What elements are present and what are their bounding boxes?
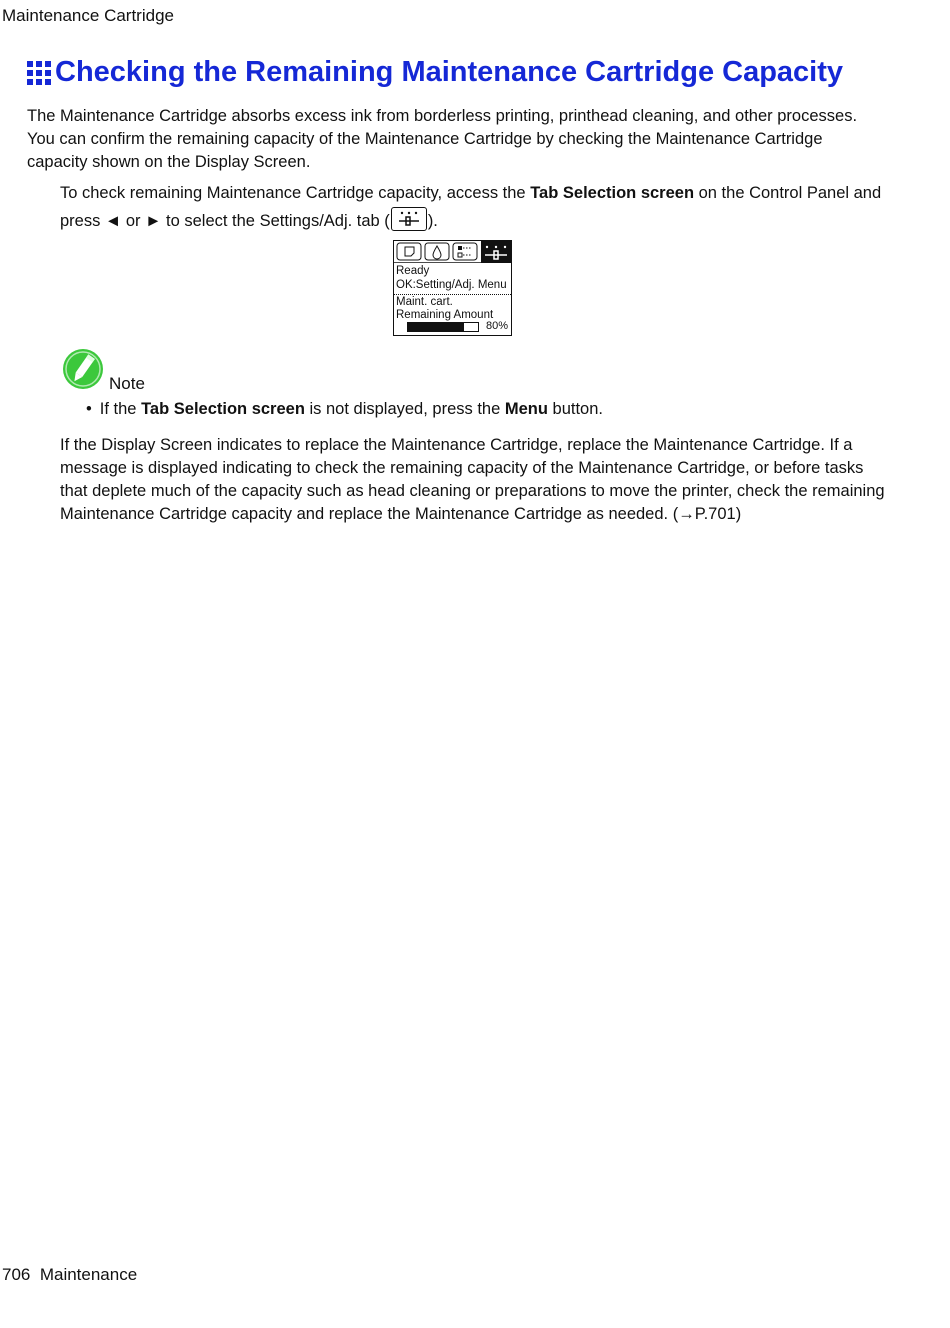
display-screen-illustration — [393, 240, 512, 336]
note-text-mid: is not displayed, press the — [304, 400, 505, 418]
note-bullet-item — [86, 398, 603, 421]
lcd-maint-cart-line: Maint. cart. — [396, 296, 453, 308]
tab-selection-screen-term: Tab Selection screen — [530, 184, 695, 202]
note-text-pre: If the — [99, 400, 142, 418]
section-title — [27, 56, 843, 89]
note-term-tab-selection: Tab Selection screen — [141, 400, 305, 418]
page-footer — [2, 1265, 137, 1285]
running-header: Maintenance Cartridge — [2, 6, 174, 25]
note-term-menu: Menu — [504, 400, 548, 418]
lcd-remaining-amount-line: Remaining Amount — [396, 309, 494, 321]
settings-adj-tab-icon — [391, 207, 427, 231]
note-label: Note — [109, 374, 145, 393]
closing-text: If the Display Screen indicates to replace the Maintenance Cartridge, replace the Maintenance Cartridge. If a message is displayed indicating to check the remaining capacity of the Maintenance Cartridge, or before tasks that deplete much of the capacity such as head cleaning or preparations to move the printer, check the remaining Maintenance Cartridge capacity and replace the Maintenance Cartridge as needed. — [60, 436, 885, 523]
grid-icon — [27, 61, 51, 85]
bullet-marker: • — [86, 400, 92, 418]
remaining-capacity-percent: 80% — [486, 320, 509, 332]
lcd-dotted-separator — [394, 294, 511, 295]
step-text-pre: To check remaining Maintenance Cartridge capacity, access the — [60, 184, 531, 202]
footer-section-name: Maintenance — [39, 1265, 138, 1284]
step-text-post: ). — [427, 212, 438, 230]
step-paragraph — [60, 180, 890, 235]
closing-paragraph — [60, 434, 890, 526]
page-number: 706 — [2, 1265, 31, 1284]
step-text-mid: on the Control Panel and press ◄ or ► to select the Settings/Adj. tab ( — [60, 184, 882, 230]
intro-paragraph: The Maintenance Cartridge absorbs excess ink from borderless printing, printhead cleaning, and other processes. You can confirm the remaining capacity of the Maintenance Cartridge by checking the Maintenance Cartridge capacity shown on the Display Screen. — [27, 107, 858, 171]
lcd-tab-bar — [394, 241, 511, 263]
note-pencil-icon — [62, 348, 104, 390]
section-title-text: Checking the Remaining Maintenance Cartridge Capacity — [55, 56, 844, 88]
lcd-menu-hint-line: OK:Setting/Adj. Menu — [396, 279, 507, 291]
remaining-capacity-bar — [407, 322, 479, 332]
remaining-capacity-fill — [408, 323, 464, 331]
note-text-post: button. — [547, 400, 603, 418]
page-reference-link[interactable]: (→P.701) — [672, 505, 742, 523]
lcd-status-line: Ready — [396, 265, 430, 277]
